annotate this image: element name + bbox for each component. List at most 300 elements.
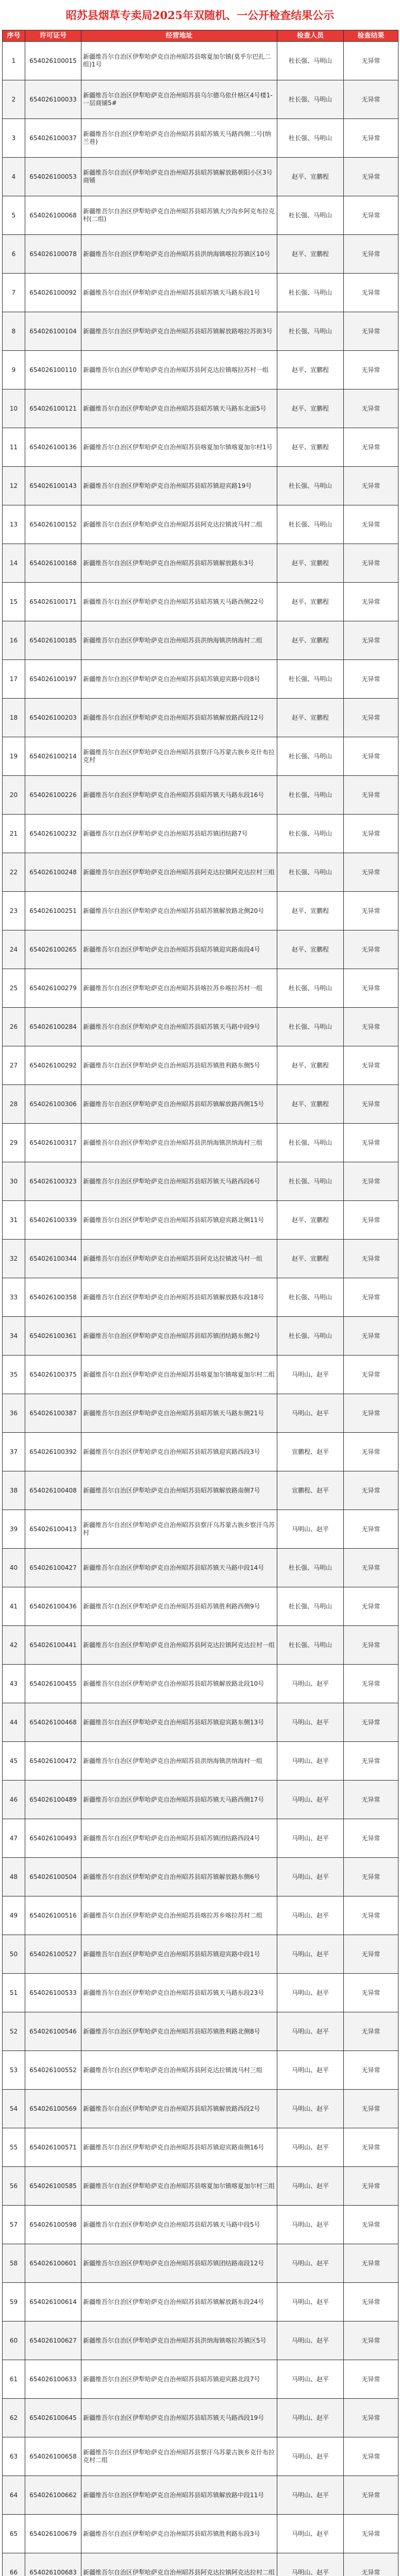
inspectors: 杜长强、马明山 [277,42,344,80]
row-number: 28 [3,1085,25,1124]
row-number: 18 [3,699,25,737]
business-address: 新疆维吾尔自治区伊犁哈萨克自治州昭苏县阿克达拉镇阿克达拉村一组 [81,1626,277,1665]
inspectors: 马明山、赵平 [277,1935,344,1974]
license-number: 654026100068 [25,196,81,235]
inspectors: 马明山、赵平 [277,1858,344,1896]
inspection-result: 无异常 [344,1355,398,1394]
row-number: 45 [3,1742,25,1781]
row-number: 61 [3,2360,25,2399]
row-number: 59 [3,2283,25,2321]
table-row [3,2051,398,2090]
inspectors: 马明山、赵平 [277,2360,344,2399]
license-number: 654026100203 [25,699,81,737]
inspection-result: 无异常 [344,1085,398,1124]
row-number: 41 [3,1587,25,1626]
license-number: 654026100279 [25,969,81,1008]
business-address: 新疆维吾尔自治区伊犁哈萨克自治州昭苏县昭苏镇迎宾路东侧13号 [81,1703,277,1742]
table-row [3,505,398,544]
license-number: 654026100306 [25,1085,81,1124]
inspectors: 赵平、宣鹏程 [277,583,344,621]
table-row [3,312,398,351]
inspectors: 杜长强、马明山 [277,1124,344,1162]
license-number: 654026100251 [25,892,81,930]
column-header-license: 许可证号 [25,30,81,42]
business-address: 新疆维吾尔自治区伊犁哈萨克自治州昭苏县昭苏镇解放路西侧15号 [81,1085,277,1124]
license-number: 654026100392 [25,1433,81,1471]
inspection-result: 无异常 [344,80,398,119]
row-number: 46 [3,1781,25,1819]
inspectors: 赵平、宣鹏程 [277,389,344,428]
inspectors: 赵平、宣鹏程 [277,1240,344,1278]
table-row [3,235,398,274]
business-address: 新疆维吾尔自治区伊犁哈萨克自治州昭苏县昭苏镇解放路东侧6号 [81,1858,277,1896]
row-number: 24 [3,930,25,969]
row-number: 6 [3,235,25,274]
license-number: 654026100168 [25,544,81,583]
business-address: 新疆维吾尔自治区伊犁哈萨克自治州昭苏县昭苏镇迎宾路南段4号 [81,930,277,969]
table-row [3,1858,398,1896]
business-address: 新疆维吾尔自治区伊犁哈萨克自治州昭苏县昭苏镇天马路东段1号 [81,274,277,312]
license-number: 654026100110 [25,351,81,389]
business-address: 新疆维吾尔自治区伊犁哈萨克自治州昭苏县昭苏镇迎宾路19号 [81,467,277,505]
row-number: 21 [3,815,25,853]
row-number: 38 [3,1471,25,1510]
inspection-result: 无异常 [344,969,398,1008]
row-number: 31 [3,1201,25,1240]
inspectors: 杜长强、马明山 [277,660,344,699]
license-number: 654026100571 [25,2128,81,2167]
table-header-row [3,30,398,42]
inspection-result: 无异常 [344,1278,398,1317]
license-number: 654026100092 [25,274,81,312]
row-number: 53 [3,2051,25,2090]
row-number: 60 [3,2321,25,2360]
row-number: 2 [3,80,25,119]
inspectors: 宣鹏程、赵平 [277,1471,344,1510]
row-number: 15 [3,583,25,621]
license-number: 654026100413 [25,1510,81,1549]
inspection-result: 无异常 [344,1510,398,1549]
inspectors: 马明山、赵平 [277,2167,344,2206]
business-address: 新疆维吾尔自治区伊犁哈萨克自治州昭苏县昭苏镇胜利路东段3号 [81,2515,277,2553]
business-address: 新疆维吾尔自治区伊犁哈萨克自治州昭苏县察汗乌苏蒙古族乡克什布拉克村二组 [81,2437,277,2476]
row-number: 48 [3,1858,25,1896]
business-address: 新疆维吾尔自治区伊犁哈萨克自治州昭苏县昭苏镇解放路中段11号 [81,2476,277,2515]
inspection-result: 无异常 [344,2244,398,2283]
inspection-result: 无异常 [344,1394,398,1433]
table-row [3,2128,398,2167]
row-number: 34 [3,1317,25,1355]
business-address: 新疆维吾尔自治区伊犁哈萨克自治州昭苏县昭苏镇天马路西侧22号 [81,583,277,621]
inspectors: 杜长强、马明山 [277,1162,344,1201]
inspection-result: 无异常 [344,930,398,969]
table-row [3,660,398,699]
business-address: 新疆维吾尔自治区伊犁哈萨克自治州昭苏县昭苏镇天马路西段19号 [81,2399,277,2437]
row-number: 27 [3,1046,25,1085]
inspectors: 马明山、赵平 [277,2321,344,2360]
inspection-result: 无异常 [344,274,398,312]
business-address: 新疆维吾尔自治区伊犁哈萨克自治州昭苏县昭苏镇迎宾路西段3号 [81,1433,277,1471]
inspectors: 杜长强、马明山 [277,853,344,892]
inspectors: 赵平、宣鹏程 [277,621,344,660]
table-row [3,1935,398,1974]
table-row [3,1781,398,1819]
row-number: 7 [3,274,25,312]
table-row [3,2206,398,2244]
business-address: 新疆维吾尔自治区伊犁哈萨克自治州昭苏县昭苏镇天马路东侧21号 [81,1394,277,1433]
inspectors: 马明山、赵平 [277,2051,344,2090]
table-row [3,1278,398,1317]
inspection-result: 无异常 [344,158,398,196]
inspectors: 马明山、赵平 [277,1974,344,2012]
document-title [2,0,398,30]
row-number: 25 [3,969,25,1008]
inspectors: 赵平、宣鹏程 [277,158,344,196]
business-address: 新疆维吾尔自治区伊犁哈萨克自治州昭苏县洪纳海镇喀拉苏镇区5号 [81,2321,277,2360]
license-number: 654026100387 [25,1394,81,1433]
inspectors: 杜长强、马明山 [277,1317,344,1355]
business-address: 新疆维吾尔自治区伊犁哈萨克自治州昭苏县阿克达拉镇阿克达拉村二组 [81,2553,277,2576]
table-row [3,1355,398,1394]
inspectors: 马明山、赵平 [277,1510,344,1549]
row-number: 43 [3,1665,25,1703]
business-address: 新疆维吾尔自治区伊犁哈萨克自治州昭苏县昭苏镇解放路北段10号 [81,1665,277,1703]
inspectors: 马明山、赵平 [277,2283,344,2321]
row-number: 11 [3,428,25,467]
license-number: 654026100441 [25,1626,81,1665]
license-number: 654026100152 [25,505,81,544]
license-number: 654026100436 [25,1587,81,1626]
inspectors: 马明山、赵平 [277,2244,344,2283]
license-number: 654026100546 [25,2012,81,2051]
inspection-result: 无异常 [344,1433,398,1471]
row-number: 33 [3,1278,25,1317]
inspection-result: 无异常 [344,351,398,389]
inspection-result: 无异常 [344,1703,398,1742]
inspection-result: 无异常 [344,621,398,660]
inspection-result: 无异常 [344,1935,398,1974]
inspection-result: 无异常 [344,196,398,235]
business-address: 新疆维吾尔自治区伊犁哈萨克自治州昭苏县昭苏镇天马路西侧17号 [81,1781,277,1819]
inspection-result: 无异常 [344,583,398,621]
inspection-result: 无异常 [344,1858,398,1896]
license-number: 654026100121 [25,389,81,428]
table-row [3,815,398,853]
inspectors: 马明山、赵平 [277,2476,344,2515]
business-address: 新疆维吾尔自治区伊犁哈萨克自治州昭苏县昭苏镇胜利路北侧8号 [81,2012,277,2051]
inspectors: 杜长强、马明山 [277,505,344,544]
row-number: 39 [3,1510,25,1549]
table-row [3,1703,398,1742]
inspectors: 杜长强、马明山 [277,119,344,158]
inspectors: 马明山、赵平 [277,1355,344,1394]
row-number: 37 [3,1433,25,1471]
row-number: 50 [3,1935,25,1974]
table-row [3,2012,398,2051]
license-number: 654026100171 [25,583,81,621]
inspectors: 马明山、赵平 [277,2012,344,2051]
business-address: 新疆维吾尔自治区伊犁哈萨克自治州昭苏县阿克达拉镇喀拉苏村一组 [81,351,277,389]
business-address: 新疆维吾尔自治区伊犁哈萨克自治州昭苏县察汗乌苏蒙古族乡察汗乌苏村 [81,1510,277,1549]
business-address: 新疆维吾尔自治区伊犁哈萨克自治州昭苏县阿克达拉镇波马村二组 [81,505,277,544]
inspectors: 杜长强、马明山 [277,776,344,815]
license-number: 654026100284 [25,1008,81,1046]
business-address: 新疆维吾尔自治区伊犁哈萨克自治州昭苏县喀拉苏乡喀拉苏村二组 [81,1896,277,1935]
row-number: 29 [3,1124,25,1162]
business-address: 新疆维吾尔自治区伊犁哈萨克自治州昭苏县昭苏镇迎宾路中段8号 [81,660,277,699]
row-number: 26 [3,1008,25,1046]
license-number: 654026100679 [25,2515,81,2553]
business-address: 新疆维吾尔自治区伊犁哈萨克自治州昭苏县察汗乌苏蒙古族乡克什布拉克村 [81,737,277,776]
inspectors: 杜长强、马明山 [277,1626,344,1665]
inspection-result: 无异常 [344,1819,398,1858]
table-row [3,1819,398,1858]
business-address: 新疆维吾尔自治区伊犁哈萨克自治州昭苏县昭苏镇解放路东段24号 [81,2283,277,2321]
inspection-result: 无异常 [344,1124,398,1162]
inspection-result: 无异常 [344,428,398,467]
business-address: 新疆维吾尔自治区伊犁哈萨克自治州昭苏县喀拉苏乡喀拉苏村一组 [81,969,277,1008]
row-number: 55 [3,2128,25,2167]
inspectors: 杜长强、马明山 [277,815,344,853]
row-number: 54 [3,2090,25,2128]
inspection-result: 无异常 [344,2012,398,2051]
license-number: 654026100552 [25,2051,81,2090]
inspection-result: 无异常 [344,312,398,351]
license-number: 654026100339 [25,1201,81,1240]
business-address: 新疆维吾尔自治区伊犁哈萨克自治州昭苏县阿克达拉镇波马村一组 [81,1240,277,1278]
table-row [3,1742,398,1781]
table-row [3,2360,398,2399]
business-address: 新疆维吾尔自治区伊犁哈萨克自治州昭苏县昭苏镇天马路中段5号 [81,2206,277,2244]
business-address: 新疆维吾尔自治区伊犁哈萨克自治州昭苏县昭苏镇天马路西段6号 [81,1162,277,1201]
inspection-result: 无异常 [344,2437,398,2476]
table-row [3,1471,398,1510]
row-number: 3 [3,119,25,158]
inspection-result: 无异常 [344,119,398,158]
license-number: 654026100344 [25,1240,81,1278]
inspectors: 杜长强、马明山 [277,1278,344,1317]
inspectors: 杜长强、马明山 [277,312,344,351]
license-number: 654026100614 [25,2283,81,2321]
inspection-result: 无异常 [344,1742,398,1781]
table-row [3,1201,398,1240]
row-number: 14 [3,544,25,583]
inspection-result: 无异常 [344,2090,398,2128]
license-number: 654026100455 [25,1665,81,1703]
inspection-result: 无异常 [344,2128,398,2167]
business-address: 新疆维吾尔自治区伊犁哈萨克自治州昭苏县昭苏镇解放路喀拉苏街3号 [81,312,277,351]
business-address: 新疆维吾尔自治区伊犁哈萨克自治州昭苏县昭苏镇团结路西段4号 [81,1819,277,1858]
row-number: 10 [3,389,25,428]
column-header-result: 检查结果 [344,30,398,42]
inspectors: 杜长强、马明山 [277,1549,344,1587]
inspection-result: 无异常 [344,2051,398,2090]
inspection-result: 无异常 [344,235,398,274]
license-number: 654026100489 [25,1781,81,1819]
table-row [3,776,398,815]
business-address: 新疆维吾尔自治区伊犁哈萨克自治州昭苏县昭苏镇迎宾路中段1号 [81,1935,277,1974]
table-row [3,2321,398,2360]
inspectors: 赵平、宣鹏程 [277,1046,344,1085]
row-number: 56 [3,2167,25,2206]
row-number: 44 [3,1703,25,1742]
license-number: 654026100358 [25,1278,81,1317]
table-row [3,930,398,969]
inspectors: 赵平、宣鹏程 [277,351,344,389]
table-row [3,2476,398,2515]
row-number: 5 [3,196,25,235]
table-row [3,467,398,505]
business-address: 新疆维吾尔自治区伊犁哈萨克自治州昭苏县昭苏镇迎宾路北段7号 [81,2360,277,2399]
license-number: 654026100645 [25,2399,81,2437]
inspection-result: 无异常 [344,505,398,544]
business-address: 新疆维吾尔自治区伊犁哈萨克自治州昭苏县昭苏镇胜利路西侧9号 [81,1587,277,1626]
business-address: 新疆维吾尔自治区伊犁哈萨克自治州昭苏县昭苏镇解放路东段18号 [81,1278,277,1317]
business-address: 新疆维吾尔自治区伊犁哈萨克自治州昭苏县洪纳海镇喀拉苏镇区10号 [81,235,277,274]
business-address: 新疆维吾尔自治区伊犁哈萨克自治州昭苏县昭苏镇解放路北侧20号 [81,892,277,930]
business-address: 新疆维吾尔自治区伊犁哈萨克自治州昭苏县昭苏镇解放路西段12号 [81,699,277,737]
table-row [3,1896,398,1935]
business-address: 新疆维吾尔自治区伊犁哈萨克自治州昭苏县阿克达拉镇波马村三组 [81,2051,277,2090]
license-number: 654026100516 [25,1896,81,1935]
table-row [3,2090,398,2128]
column-header-address: 经营地址 [81,30,277,42]
inspectors: 杜长强、马明山 [277,196,344,235]
inspection-result: 无异常 [344,699,398,737]
license-number: 654026100136 [25,428,81,467]
inspection-result: 无异常 [344,892,398,930]
table-row [3,119,398,158]
row-number: 40 [3,1549,25,1587]
row-number: 49 [3,1896,25,1935]
inspection-result: 无异常 [344,1781,398,1819]
table-row [3,1240,398,1278]
business-address: 新疆维吾尔自治区伊犁哈萨克自治州昭苏县昭苏镇大沙沟乡阿克布拉克村(二组) [81,196,277,235]
business-address: 新疆维吾尔自治区伊犁哈萨克自治州昭苏县阿克达拉镇阿克达拉村三组 [81,853,277,892]
business-address: 新疆维吾尔自治区伊犁哈萨克自治州昭苏县昭苏镇天马路东段16号 [81,776,277,815]
table-row [3,196,398,235]
inspectors: 赵平、宣鹏程 [277,235,344,274]
row-number: 23 [3,892,25,930]
license-number: 654026100598 [25,2206,81,2244]
table-row [3,1394,398,1433]
license-number: 654026100185 [25,621,81,660]
table-row [3,274,398,312]
inspection-result: 无异常 [344,2206,398,2244]
license-number: 654026100375 [25,1355,81,1394]
business-address: 新疆维吾尔自治区伊犁哈萨克自治州昭苏县洪纳海镇洪纳海村一组 [81,1742,277,1781]
inspection-result: 无异常 [344,737,398,776]
table-row [3,1085,398,1124]
inspection-result: 无异常 [344,776,398,815]
table-header [3,30,398,42]
license-number: 654026100361 [25,1317,81,1355]
table-row [3,1317,398,1355]
table-body [3,42,398,2576]
inspectors: 马明山、赵平 [277,1896,344,1935]
row-number: 13 [3,505,25,544]
license-number: 654026100504 [25,1858,81,1896]
license-number: 654026100662 [25,2476,81,2515]
license-number: 654026100683 [25,2553,81,2576]
row-number: 22 [3,853,25,892]
license-number: 654026100427 [25,1549,81,1587]
inspection-result: 无异常 [344,2321,398,2360]
table-row [3,158,398,196]
row-number: 65 [3,2515,25,2553]
inspectors: 马明山、赵平 [277,2128,344,2167]
table-row [3,2515,398,2553]
inspectors: 马明山、赵平 [277,2399,344,2437]
row-number: 12 [3,467,25,505]
table-row [3,2244,398,2283]
inspectors: 宣鹏程、赵平 [277,1433,344,1471]
row-number: 9 [3,351,25,389]
row-number: 20 [3,776,25,815]
row-number: 19 [3,737,25,776]
inspection-result: 无异常 [344,1046,398,1085]
inspection-result: 无异常 [344,2167,398,2206]
row-number: 51 [3,1974,25,2012]
inspection-result: 无异常 [344,1240,398,1278]
business-address: 新疆维吾尔自治区伊犁哈萨克自治州昭苏县喀夏加尔镇喀夏加尔村二组 [81,1355,277,1394]
table-row [3,583,398,621]
table-row [3,42,398,80]
table-row [3,2399,398,2437]
business-address: 新疆维吾尔自治区伊犁哈萨克自治州昭苏县昭苏镇解放路南侧7号 [81,1471,277,1510]
row-number: 16 [3,621,25,660]
table-row [3,80,398,119]
business-address: 新疆维吾尔自治区伊犁哈萨克自治州昭苏县昭苏镇解放路东3号 [81,544,277,583]
license-number: 654026100292 [25,1046,81,1085]
inspection-result: 无异常 [344,544,398,583]
inspection-result: 无异常 [344,1471,398,1510]
business-address: 新疆维吾尔自治区伊犁哈萨克自治州昭苏县昭苏镇团结路东侧2号 [81,1317,277,1355]
table-row [3,699,398,737]
inspectors: 赵平、宣鹏程 [277,699,344,737]
inspectors: 马明山、赵平 [277,1665,344,1703]
inspection-results-table [2,30,398,2576]
license-number: 654026100601 [25,2244,81,2283]
license-number: 654026100323 [25,1162,81,1201]
row-number: 47 [3,1819,25,1858]
table-row [3,1433,398,1471]
row-number: 64 [3,2476,25,2515]
inspection-result: 无异常 [344,1665,398,1703]
license-number: 654026100053 [25,158,81,196]
inspection-result: 无异常 [344,467,398,505]
inspection-result: 无异常 [344,2553,398,2576]
business-address: 新疆维吾尔自治区伊犁哈萨克自治州昭苏县昭苏镇胜利路东侧5号 [81,1046,277,1085]
table-row [3,621,398,660]
license-number: 654026100569 [25,2090,81,2128]
table-row [3,1162,398,1201]
inspection-result: 无异常 [344,2283,398,2321]
table-row [3,544,398,583]
inspectors: 赵平、宣鹏程 [277,1201,344,1240]
license-number: 654026100104 [25,312,81,351]
table-row [3,1510,398,1549]
business-address: 新疆维吾尔自治区伊犁哈萨克自治州昭苏县昭苏镇解放路西段2号 [81,2090,277,2128]
inspectors: 杜长强、马明山 [277,1587,344,1626]
license-number: 654026100265 [25,930,81,969]
inspectors: 杜长强、马明山 [277,1008,344,1046]
business-address: 新疆维吾尔自治区伊犁哈萨克自治州昭苏县喀夏加尔镇喀夏加尔村三组 [81,2167,277,2206]
table-row [3,2437,398,2476]
inspection-result: 无异常 [344,815,398,853]
column-header-no: 序号 [3,30,25,42]
business-address: 新疆维吾尔自治区伊犁哈萨克自治州昭苏县昭苏镇解放路朝阳小区3号商铺 [81,158,277,196]
